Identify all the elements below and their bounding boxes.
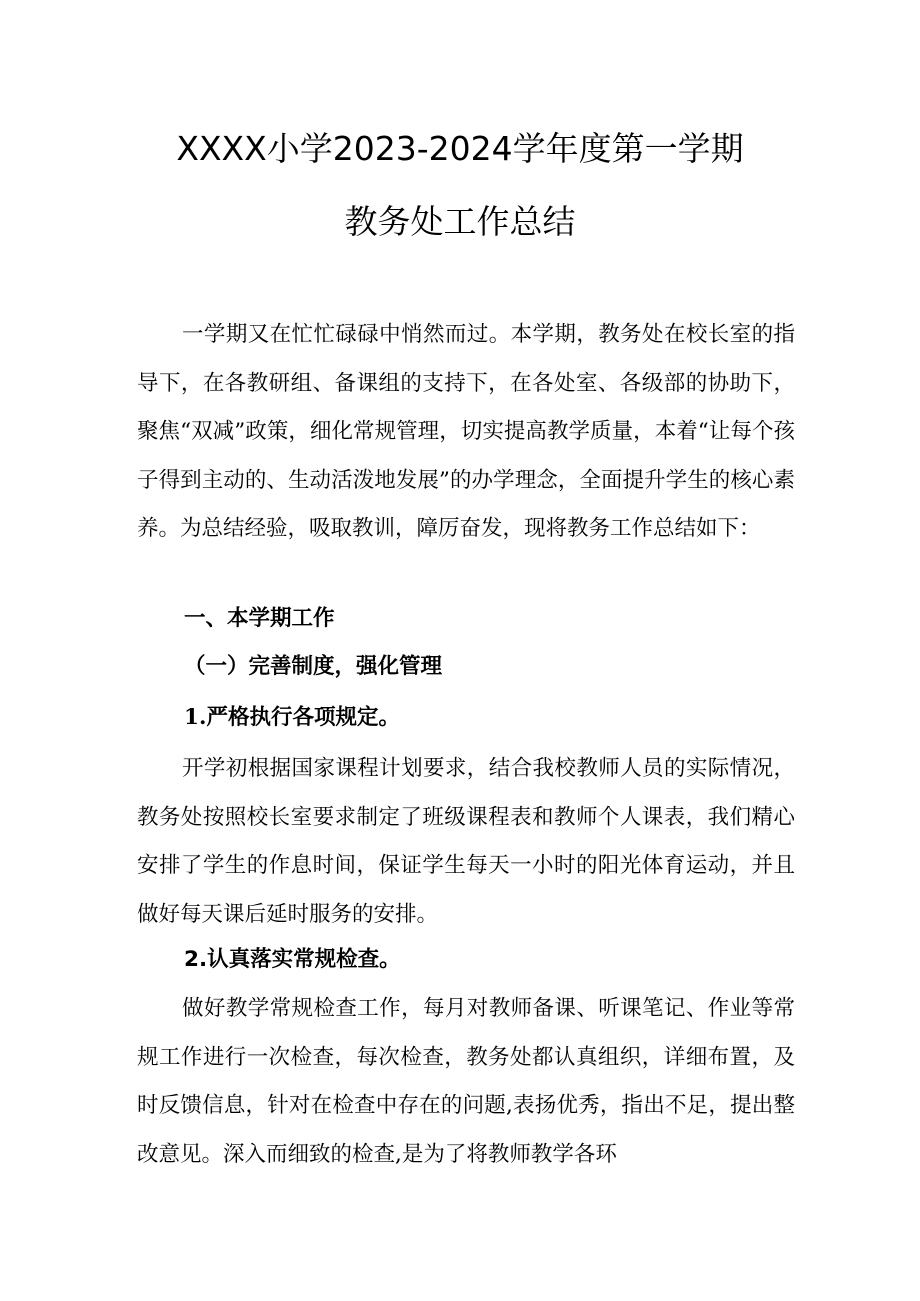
item1-paragraph: 开学初根据国家课程计划要求，结合我校教师人员的实际情况，教务处按照校长室要求制定了班级课程表和教师个人课表，我们精心安排了学生的作息时间，保证学生每天一小时的阳光体育运动，并且做好每天课后延时服务的安排。 — [137, 756, 795, 927]
intro-paragraph: 一学期又在忙忙碌碌中悄然而过。本学期，教务处在校长室的指导下，在各教研组、备课组的支持下，在各处室、各级部的协助下，聚焦“双减”政策，细化常规管理，切实提高教学质量，本着“让每个孩子得到主动的、生动活泼地发展”的办学理念，全面提升学生的核心素养。为总结经验，吸取教训，障厉奋发，现将教务工作总结如下： — [137, 322, 795, 541]
item1-heading: 1.严格执行各项规定。 — [184, 705, 400, 730]
section-heading: 一、本学期工作 — [184, 606, 335, 631]
document-title-line2: 教务处工作总结 — [344, 202, 576, 241]
document-title-line1: XXXX小学2023-2024学年度第一学期 — [176, 129, 744, 168]
item2-heading: 2.认真落实常规检查。 — [184, 947, 401, 972]
subsection-heading: （一）完善制度，强化管理 — [184, 654, 443, 679]
item2-paragraph: 做好教学常规检查工作，每月对教师备课、听课笔记、作业等常规工作进行一次检查，每次检查，教务处都认真组织，详细布置，及时反馈信息，针对在检查中存在的问题,表扬优秀，指出不足，提出整改意见。深入而细致的检查,是为了将教师教学各环 — [137, 996, 795, 1167]
